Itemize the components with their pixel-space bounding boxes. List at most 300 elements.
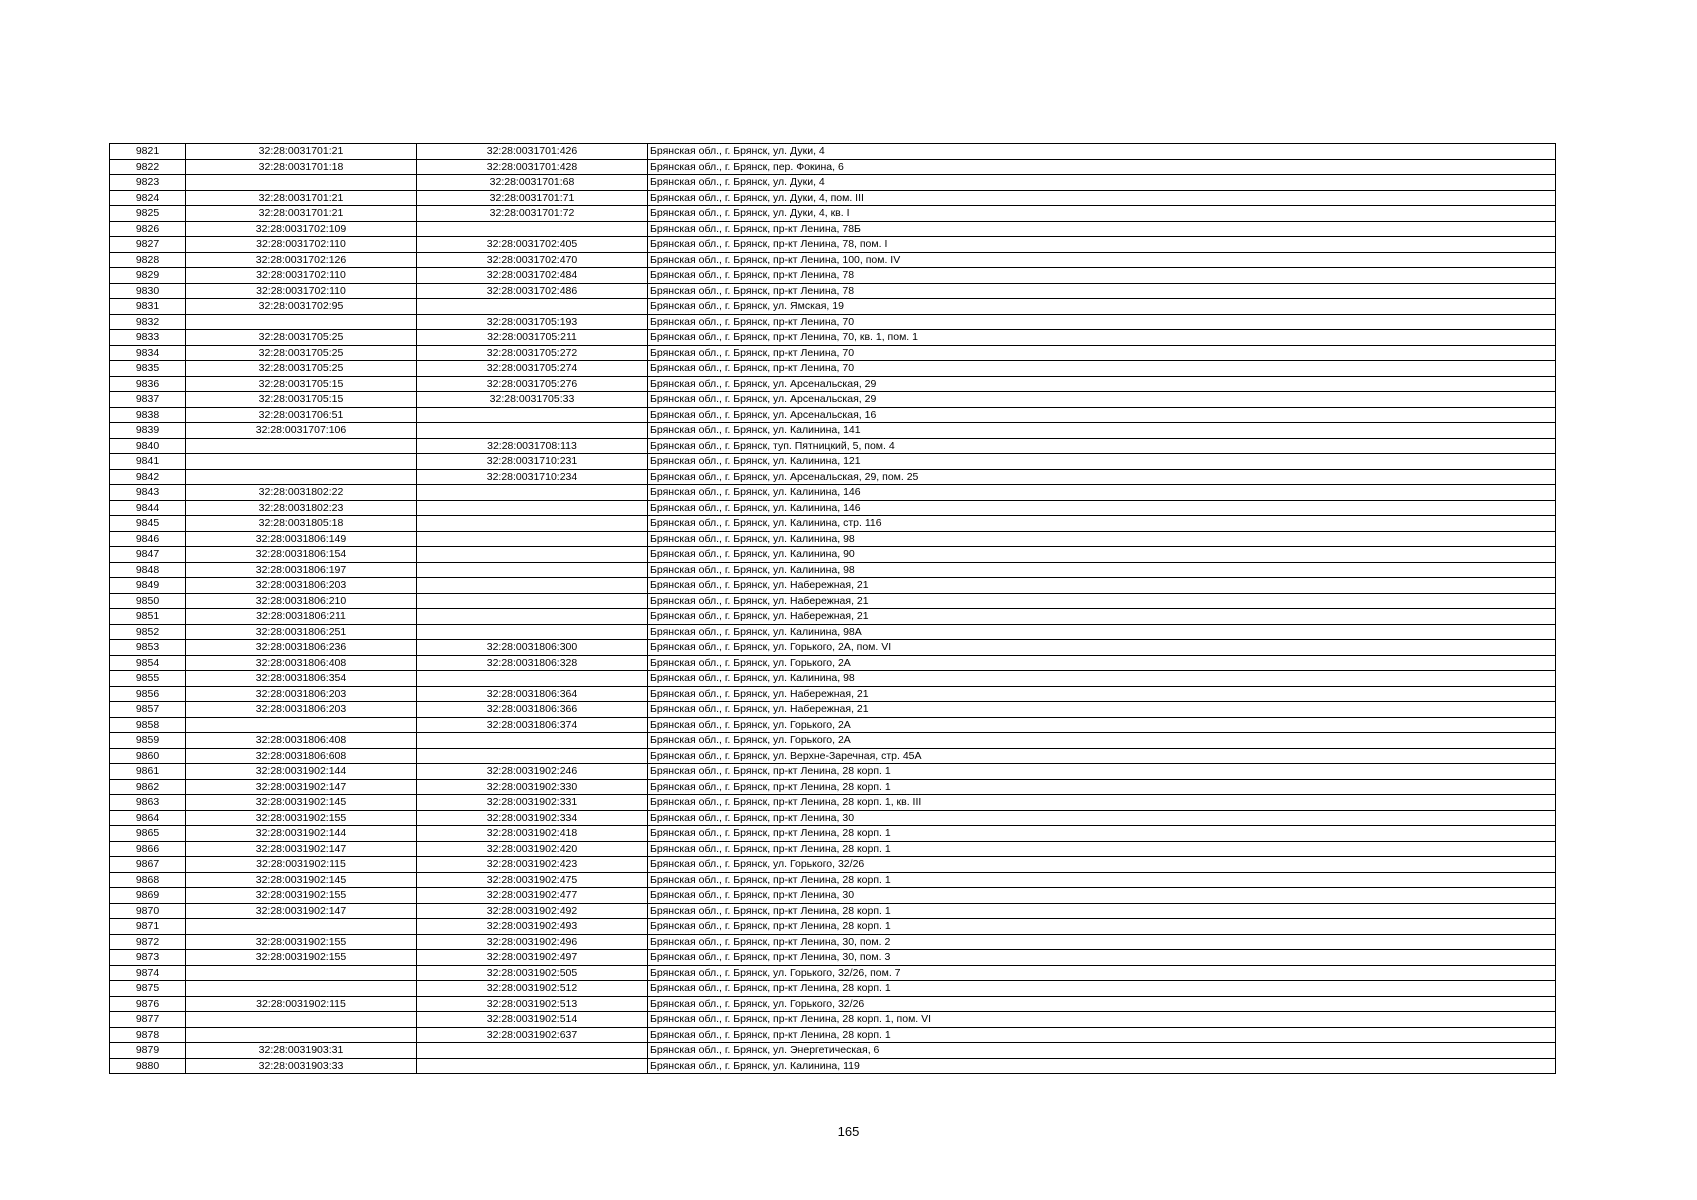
parcel-number-cell: 32:28:0031806:203 — [186, 686, 417, 702]
row-number-cell: 9849 — [110, 578, 186, 594]
parcel-number-cell: 32:28:0031806:210 — [186, 593, 417, 609]
parcel-number-cell: 32:28:0031701:21 — [186, 206, 417, 222]
row-number-cell: 9859 — [110, 733, 186, 749]
cadastral-table — [109, 143, 1556, 1074]
table-row — [110, 221, 1556, 237]
parcel-number-cell: 32:28:0031702:110 — [186, 237, 417, 253]
table-row — [110, 1043, 1556, 1059]
table-row — [110, 206, 1556, 222]
parcel-number-cell: 32:28:0031902:147 — [186, 841, 417, 857]
building-number-cell: 32:28:0031702:486 — [417, 283, 648, 299]
parcel-number-cell: 32:28:0031705:15 — [186, 376, 417, 392]
address-cell: Брянская обл., г. Брянск, пр-кт Ленина, 30, пом. 2 — [648, 934, 1556, 950]
row-number-cell: 9874 — [110, 965, 186, 981]
row-number-cell: 9828 — [110, 252, 186, 268]
table-row — [110, 190, 1556, 206]
table-row — [110, 981, 1556, 997]
address-cell: Брянская обл., г. Брянск, ул. Набережная, 21 — [648, 593, 1556, 609]
building-number-cell: 32:28:0031902:513 — [417, 996, 648, 1012]
address-cell: Брянская обл., г. Брянск, ул. Дуки, 4, кв. I — [648, 206, 1556, 222]
address-cell: Брянская обл., г. Брянск, пр-кт Ленина, 28 корп. 1, кв. III — [648, 795, 1556, 811]
building-number-cell: 32:28:0031701:426 — [417, 144, 648, 160]
table-row — [110, 826, 1556, 842]
parcel-number-cell: 32:28:0031806:154 — [186, 547, 417, 563]
building-number-cell: 32:28:0031705:272 — [417, 345, 648, 361]
building-number-cell — [417, 733, 648, 749]
building-number-cell: 32:28:0031702:405 — [417, 237, 648, 253]
address-cell: Брянская обл., г. Брянск, пр-кт Ленина, 28 корп. 1 — [648, 779, 1556, 795]
parcel-number-cell: 32:28:0031705:25 — [186, 361, 417, 377]
parcel-number-cell: 32:28:0031701:21 — [186, 190, 417, 206]
row-number-cell: 9844 — [110, 500, 186, 516]
building-number-cell: 32:28:0031902:497 — [417, 950, 648, 966]
address-cell: Брянская обл., г. Брянск, пр-кт Ленина, 100, пом. IV — [648, 252, 1556, 268]
address-cell: Брянская обл., г. Брянск, ул. Набережная, 21 — [648, 609, 1556, 625]
row-number-cell: 9868 — [110, 872, 186, 888]
row-number-cell: 9871 — [110, 919, 186, 935]
row-number-cell: 9825 — [110, 206, 186, 222]
row-number-cell: 9852 — [110, 624, 186, 640]
row-number-cell: 9836 — [110, 376, 186, 392]
table-row — [110, 562, 1556, 578]
parcel-number-cell: 32:28:0031702:110 — [186, 283, 417, 299]
address-cell: Брянская обл., г. Брянск, пр-кт Ленина, 30 — [648, 888, 1556, 904]
row-number-cell: 9880 — [110, 1058, 186, 1074]
row-number-cell: 9842 — [110, 469, 186, 485]
parcel-number-cell: 32:28:0031705:15 — [186, 392, 417, 408]
parcel-number-cell: 32:28:0031702:109 — [186, 221, 417, 237]
address-cell: Брянская обл., г. Брянск, ул. Набережная, 21 — [648, 686, 1556, 702]
row-number-cell: 9854 — [110, 655, 186, 671]
parcel-number-cell — [186, 454, 417, 470]
building-number-cell — [417, 593, 648, 609]
table-row — [110, 810, 1556, 826]
parcel-number-cell — [186, 469, 417, 485]
address-cell: Брянская обл., г. Брянск, пр-кт Ленина, 70, кв. 1, пом. 1 — [648, 330, 1556, 346]
table-row — [110, 888, 1556, 904]
building-number-cell: 32:28:0031710:234 — [417, 469, 648, 485]
table-row — [110, 407, 1556, 423]
row-number-cell: 9835 — [110, 361, 186, 377]
table-row — [110, 299, 1556, 315]
parcel-number-cell: 32:28:0031802:22 — [186, 485, 417, 501]
table-row — [110, 438, 1556, 454]
parcel-number-cell: 32:28:0031903:31 — [186, 1043, 417, 1059]
table-row — [110, 237, 1556, 253]
row-number-cell: 9831 — [110, 299, 186, 315]
building-number-cell: 32:28:0031902:496 — [417, 934, 648, 950]
table-row — [110, 919, 1556, 935]
address-cell: Брянская обл., г. Брянск, ул. Энергетическая, 6 — [648, 1043, 1556, 1059]
building-number-cell: 32:28:0031702:470 — [417, 252, 648, 268]
building-number-cell: 32:28:0031902:418 — [417, 826, 648, 842]
parcel-number-cell: 32:28:0031702:126 — [186, 252, 417, 268]
address-cell: Брянская обл., г. Брянск, ул. Калинина, 98 — [648, 562, 1556, 578]
table-row — [110, 671, 1556, 687]
building-number-cell: 32:28:0031902:637 — [417, 1027, 648, 1043]
row-number-cell: 9872 — [110, 934, 186, 950]
table-row — [110, 500, 1556, 516]
address-cell: Брянская обл., г. Брянск, пр-кт Ленина, 78, пом. I — [648, 237, 1556, 253]
parcel-number-cell: 32:28:0031902:147 — [186, 903, 417, 919]
parcel-number-cell: 32:28:0031806:354 — [186, 671, 417, 687]
parcel-number-cell — [186, 314, 417, 330]
row-number-cell: 9840 — [110, 438, 186, 454]
building-number-cell: 32:28:0031806:300 — [417, 640, 648, 656]
table-row — [110, 345, 1556, 361]
building-number-cell: 32:28:0031806:366 — [417, 702, 648, 718]
row-number-cell: 9824 — [110, 190, 186, 206]
building-number-cell: 32:28:0031902:512 — [417, 981, 648, 997]
row-number-cell: 9822 — [110, 159, 186, 175]
address-cell: Брянская обл., г. Брянск, пр-кт Ленина, 30 — [648, 810, 1556, 826]
building-number-cell — [417, 485, 648, 501]
parcel-number-cell — [186, 438, 417, 454]
building-number-cell: 32:28:0031701:428 — [417, 159, 648, 175]
parcel-number-cell: 32:28:0031806:203 — [186, 578, 417, 594]
row-number-cell: 9866 — [110, 841, 186, 857]
table-row — [110, 361, 1556, 377]
address-cell: Брянская обл., г. Брянск, пр-кт Ленина, 30, пом. 3 — [648, 950, 1556, 966]
row-number-cell: 9853 — [110, 640, 186, 656]
parcel-number-cell: 32:28:0031806:197 — [186, 562, 417, 578]
building-number-cell — [417, 562, 648, 578]
parcel-number-cell: 32:28:0031902:155 — [186, 934, 417, 950]
row-number-cell: 9865 — [110, 826, 186, 842]
row-number-cell: 9837 — [110, 392, 186, 408]
address-cell: Брянская обл., г. Брянск, туп. Пятницкий, 5, пом. 4 — [648, 438, 1556, 454]
address-cell: Брянская обл., г. Брянск, пр-кт Ленина, 28 корп. 1 — [648, 841, 1556, 857]
address-cell: Брянская обл., г. Брянск, ул. Калинина, 146 — [648, 500, 1556, 516]
address-cell: Брянская обл., г. Брянск, ул. Ямская, 19 — [648, 299, 1556, 315]
building-number-cell — [417, 423, 648, 439]
parcel-number-cell: 32:28:0031903:33 — [186, 1058, 417, 1074]
row-number-cell: 9821 — [110, 144, 186, 160]
table-row — [110, 857, 1556, 873]
address-cell: Брянская обл., г. Брянск, ул. Калинина, 90 — [648, 547, 1556, 563]
address-cell: Брянская обл., г. Брянск, пр-кт Ленина, 28 корп. 1 — [648, 1027, 1556, 1043]
address-cell: Брянская обл., г. Брянск, ул. Калинина, стр. 116 — [648, 516, 1556, 532]
row-number-cell: 9860 — [110, 748, 186, 764]
parcel-number-cell: 32:28:0031806:211 — [186, 609, 417, 625]
address-cell: Брянская обл., г. Брянск, пер. Фокина, 6 — [648, 159, 1556, 175]
row-number-cell: 9855 — [110, 671, 186, 687]
parcel-number-cell: 32:28:0031902:147 — [186, 779, 417, 795]
address-cell: Брянская обл., г. Брянск, ул. Калинина, 141 — [648, 423, 1556, 439]
table-row — [110, 764, 1556, 780]
parcel-number-cell — [186, 1027, 417, 1043]
table-row — [110, 1012, 1556, 1028]
row-number-cell: 9869 — [110, 888, 186, 904]
address-cell: Брянская обл., г. Брянск, пр-кт Ленина, 28 корп. 1, пом. VI — [648, 1012, 1556, 1028]
building-number-cell — [417, 500, 648, 516]
building-number-cell: 32:28:0031902:514 — [417, 1012, 648, 1028]
address-cell: Брянская обл., г. Брянск, ул. Горького, 2А — [648, 717, 1556, 733]
parcel-number-cell: 32:28:0031902:145 — [186, 795, 417, 811]
table-row — [110, 268, 1556, 284]
building-number-cell: 32:28:0031710:231 — [417, 454, 648, 470]
row-number-cell: 9832 — [110, 314, 186, 330]
address-cell: Брянская обл., г. Брянск, пр-кт Ленина, 28 корп. 1 — [648, 981, 1556, 997]
address-cell: Брянская обл., г. Брянск, пр-кт Ленина, 78 — [648, 283, 1556, 299]
parcel-number-cell: 32:28:0031806:236 — [186, 640, 417, 656]
building-number-cell — [417, 516, 648, 532]
building-number-cell: 32:28:0031702:484 — [417, 268, 648, 284]
parcel-number-cell: 32:28:0031802:23 — [186, 500, 417, 516]
address-cell: Брянская обл., г. Брянск, ул. Дуки, 4 — [648, 175, 1556, 191]
row-number-cell: 9879 — [110, 1043, 186, 1059]
building-number-cell: 32:28:0031705:276 — [417, 376, 648, 392]
table-row — [110, 593, 1556, 609]
row-number-cell: 9834 — [110, 345, 186, 361]
parcel-number-cell: 32:28:0031902:144 — [186, 826, 417, 842]
building-number-cell — [417, 748, 648, 764]
table-row — [110, 640, 1556, 656]
building-number-cell — [417, 671, 648, 687]
address-cell: Брянская обл., г. Брянск, ул. Горького, 2А, пом. VI — [648, 640, 1556, 656]
table-row — [110, 795, 1556, 811]
parcel-number-cell — [186, 175, 417, 191]
row-number-cell: 9877 — [110, 1012, 186, 1028]
building-number-cell: 32:28:0031708:113 — [417, 438, 648, 454]
address-cell: Брянская обл., г. Брянск, ул. Горького, 2А — [648, 655, 1556, 671]
address-cell: Брянская обл., г. Брянск, ул. Горького, 32/26 — [648, 857, 1556, 873]
table-row — [110, 252, 1556, 268]
building-number-cell: 32:28:0031806:364 — [417, 686, 648, 702]
table-row — [110, 531, 1556, 547]
parcel-number-cell: 32:28:0031707:106 — [186, 423, 417, 439]
address-cell: Брянская обл., г. Брянск, пр-кт Ленина, 28 корп. 1 — [648, 903, 1556, 919]
building-number-cell: 32:28:0031902:334 — [417, 810, 648, 826]
parcel-number-cell: 32:28:0031806:408 — [186, 655, 417, 671]
parcel-number-cell — [186, 919, 417, 935]
parcel-number-cell: 32:28:0031902:144 — [186, 764, 417, 780]
row-number-cell: 9862 — [110, 779, 186, 795]
address-cell: Брянская обл., г. Брянск, ул. Арсенальская, 16 — [648, 407, 1556, 423]
table-row — [110, 609, 1556, 625]
table-row — [110, 624, 1556, 640]
parcel-number-cell — [186, 981, 417, 997]
parcel-number-cell: 32:28:0031806:408 — [186, 733, 417, 749]
table-row — [110, 934, 1556, 950]
building-number-cell: 32:28:0031902:477 — [417, 888, 648, 904]
row-number-cell: 9878 — [110, 1027, 186, 1043]
building-number-cell: 32:28:0031902:492 — [417, 903, 648, 919]
parcel-number-cell: 32:28:0031806:251 — [186, 624, 417, 640]
table-row — [110, 903, 1556, 919]
building-number-cell: 32:28:0031806:328 — [417, 655, 648, 671]
row-number-cell: 9867 — [110, 857, 186, 873]
parcel-number-cell: 32:28:0031702:95 — [186, 299, 417, 315]
row-number-cell: 9843 — [110, 485, 186, 501]
building-number-cell — [417, 1058, 648, 1074]
parcel-number-cell — [186, 1012, 417, 1028]
table-row — [110, 1027, 1556, 1043]
building-number-cell: 32:28:0031705:274 — [417, 361, 648, 377]
table-row — [110, 996, 1556, 1012]
address-cell: Брянская обл., г. Брянск, ул. Калинина, 98 — [648, 531, 1556, 547]
table-row — [110, 950, 1556, 966]
table-row — [110, 469, 1556, 485]
building-number-cell — [417, 624, 648, 640]
address-cell: Брянская обл., г. Брянск, ул. Дуки, 4 — [648, 144, 1556, 160]
address-cell: Брянская обл., г. Брянск, ул. Горького, 2А — [648, 733, 1556, 749]
table-row — [110, 547, 1556, 563]
address-cell: Брянская обл., г. Брянск, ул. Калинина, 146 — [648, 485, 1556, 501]
address-cell: Брянская обл., г. Брянск, ул. Арсенальская, 29, пом. 25 — [648, 469, 1556, 485]
address-cell: Брянская обл., г. Брянск, ул. Калинина, 121 — [648, 454, 1556, 470]
table-row — [110, 686, 1556, 702]
parcel-number-cell: 32:28:0031701:18 — [186, 159, 417, 175]
row-number-cell: 9857 — [110, 702, 186, 718]
parcel-number-cell: 32:28:0031902:145 — [186, 872, 417, 888]
building-number-cell: 32:28:0031902:505 — [417, 965, 648, 981]
table-row — [110, 283, 1556, 299]
building-number-cell: 32:28:0031701:72 — [417, 206, 648, 222]
row-number-cell: 9870 — [110, 903, 186, 919]
address-cell: Брянская обл., г. Брянск, пр-кт Ленина, 28 корп. 1 — [648, 826, 1556, 842]
row-number-cell: 9846 — [110, 531, 186, 547]
table-row — [110, 733, 1556, 749]
table-row — [110, 175, 1556, 191]
table-row — [110, 717, 1556, 733]
address-cell: Брянская обл., г. Брянск, пр-кт Ленина, 28 корп. 1 — [648, 764, 1556, 780]
row-number-cell: 9875 — [110, 981, 186, 997]
table-row — [110, 841, 1556, 857]
row-number-cell: 9873 — [110, 950, 186, 966]
address-cell: Брянская обл., г. Брянск, ул. Горького, 32/26 — [648, 996, 1556, 1012]
address-cell: Брянская обл., г. Брянск, ул. Калинина, 98 — [648, 671, 1556, 687]
table-row — [110, 330, 1556, 346]
table-row — [110, 655, 1556, 671]
address-cell: Брянская обл., г. Брянск, ул. Набережная, 21 — [648, 578, 1556, 594]
table-row — [110, 872, 1556, 888]
building-number-cell — [417, 578, 648, 594]
address-cell: Брянская обл., г. Брянск, ул. Калинина, 98А — [648, 624, 1556, 640]
table-row — [110, 314, 1556, 330]
parcel-number-cell: 32:28:0031806:149 — [186, 531, 417, 547]
building-number-cell: 32:28:0031701:71 — [417, 190, 648, 206]
row-number-cell: 9848 — [110, 562, 186, 578]
row-number-cell: 9864 — [110, 810, 186, 826]
row-number-cell: 9827 — [110, 237, 186, 253]
building-number-cell: 32:28:0031902:420 — [417, 841, 648, 857]
parcel-number-cell: 32:28:0031902:115 — [186, 857, 417, 873]
table-row — [110, 748, 1556, 764]
row-number-cell: 9856 — [110, 686, 186, 702]
table-row — [110, 516, 1556, 532]
building-number-cell — [417, 547, 648, 563]
row-number-cell: 9823 — [110, 175, 186, 191]
address-cell: Брянская обл., г. Брянск, пр-кт Ленина, 78 — [648, 268, 1556, 284]
parcel-number-cell: 32:28:0031902:155 — [186, 888, 417, 904]
table-row — [110, 454, 1556, 470]
address-cell: Брянская обл., г. Брянск, пр-кт Ленина, 70 — [648, 345, 1556, 361]
row-number-cell: 9858 — [110, 717, 186, 733]
building-number-cell — [417, 1043, 648, 1059]
row-number-cell: 9863 — [110, 795, 186, 811]
parcel-number-cell — [186, 965, 417, 981]
building-number-cell: 32:28:0031806:374 — [417, 717, 648, 733]
address-cell: Брянская обл., г. Брянск, пр-кт Ленина, 28 корп. 1 — [648, 919, 1556, 935]
table-row — [110, 376, 1556, 392]
address-cell: Брянская обл., г. Брянск, ул. Дуки, 4, пом. III — [648, 190, 1556, 206]
building-number-cell: 32:28:0031705:211 — [417, 330, 648, 346]
building-number-cell — [417, 531, 648, 547]
table-row — [110, 779, 1556, 795]
row-number-cell: 9845 — [110, 516, 186, 532]
table-row — [110, 965, 1556, 981]
page-number: 165 — [837, 1124, 860, 1139]
address-cell: Брянская обл., г. Брянск, пр-кт Ленина, 78Б — [648, 221, 1556, 237]
parcel-number-cell: 32:28:0031705:25 — [186, 345, 417, 361]
table-row — [110, 144, 1556, 160]
address-cell: Брянская обл., г. Брянск, пр-кт Ленина, 70 — [648, 314, 1556, 330]
table-row — [110, 578, 1556, 594]
parcel-number-cell: 32:28:0031806:203 — [186, 702, 417, 718]
building-number-cell: 32:28:0031705:33 — [417, 392, 648, 408]
row-number-cell: 9833 — [110, 330, 186, 346]
parcel-number-cell: 32:28:0031806:608 — [186, 748, 417, 764]
row-number-cell: 9876 — [110, 996, 186, 1012]
row-number-cell: 9841 — [110, 454, 186, 470]
building-number-cell: 32:28:0031902:423 — [417, 857, 648, 873]
row-number-cell: 9839 — [110, 423, 186, 439]
address-cell: Брянская обл., г. Брянск, ул. Горького, 32/26, пом. 7 — [648, 965, 1556, 981]
row-number-cell: 9829 — [110, 268, 186, 284]
table-row — [110, 159, 1556, 175]
address-cell: Брянская обл., г. Брянск, ул. Арсенальская, 29 — [648, 376, 1556, 392]
building-number-cell — [417, 221, 648, 237]
address-cell: Брянская обл., г. Брянск, ул. Калинина, 119 — [648, 1058, 1556, 1074]
table-row — [110, 423, 1556, 439]
parcel-number-cell: 32:28:0031705:25 — [186, 330, 417, 346]
building-number-cell: 32:28:0031902:246 — [417, 764, 648, 780]
row-number-cell: 9826 — [110, 221, 186, 237]
building-number-cell: 32:28:0031902:475 — [417, 872, 648, 888]
table-row — [110, 392, 1556, 408]
building-number-cell: 32:28:0031902:330 — [417, 779, 648, 795]
building-number-cell — [417, 407, 648, 423]
address-cell: Брянская обл., г. Брянск, пр-кт Ленина, 70 — [648, 361, 1556, 377]
address-cell: Брянская обл., г. Брянск, ул. Набережная, 21 — [648, 702, 1556, 718]
row-number-cell: 9847 — [110, 547, 186, 563]
table-body — [110, 144, 1556, 1074]
row-number-cell: 9838 — [110, 407, 186, 423]
address-cell: Брянская обл., г. Брянск, ул. Верхне-Заречная, стр. 45А — [648, 748, 1556, 764]
table-row — [110, 702, 1556, 718]
building-number-cell: 32:28:0031902:331 — [417, 795, 648, 811]
parcel-number-cell: 32:28:0031902:115 — [186, 996, 417, 1012]
table-row — [110, 1058, 1556, 1074]
building-number-cell: 32:28:0031701:68 — [417, 175, 648, 191]
parcel-number-cell — [186, 717, 417, 733]
address-cell: Брянская обл., г. Брянск, ул. Арсенальская, 29 — [648, 392, 1556, 408]
row-number-cell: 9861 — [110, 764, 186, 780]
parcel-number-cell: 32:28:0031702:110 — [186, 268, 417, 284]
parcel-number-cell: 32:28:0031902:155 — [186, 810, 417, 826]
parcel-number-cell: 32:28:0031805:18 — [186, 516, 417, 532]
building-number-cell — [417, 609, 648, 625]
table-row — [110, 485, 1556, 501]
parcel-number-cell: 32:28:0031706:51 — [186, 407, 417, 423]
parcel-number-cell: 32:28:0031701:21 — [186, 144, 417, 160]
parcel-number-cell: 32:28:0031902:155 — [186, 950, 417, 966]
building-number-cell — [417, 299, 648, 315]
row-number-cell: 9850 — [110, 593, 186, 609]
row-number-cell: 9851 — [110, 609, 186, 625]
row-number-cell: 9830 — [110, 283, 186, 299]
